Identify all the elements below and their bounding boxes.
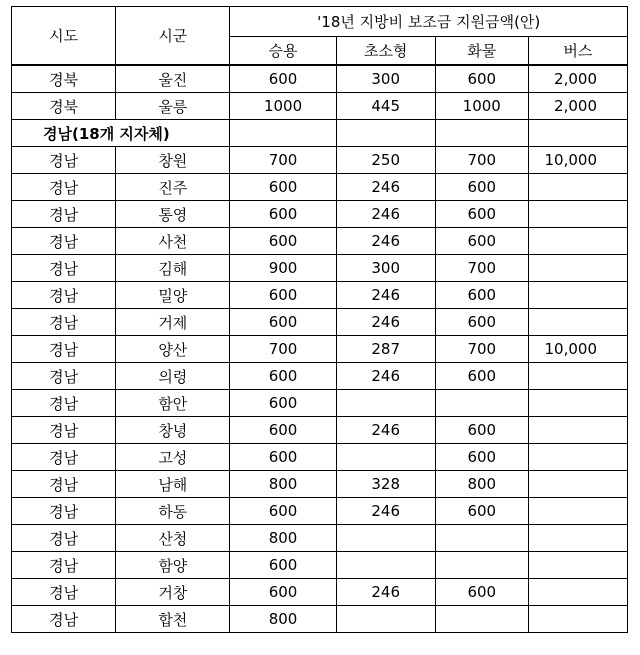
table-row <box>12 93 628 120</box>
cell-bus <box>528 498 627 525</box>
cell-small: 246 <box>336 579 435 606</box>
subsidy-table <box>11 6 628 633</box>
table-row <box>12 471 628 498</box>
cell-bus <box>528 282 627 309</box>
table-row <box>12 552 628 579</box>
table-row <box>12 498 628 525</box>
table-row <box>12 282 628 309</box>
header-sido: 시도 <box>12 7 116 66</box>
cell-truck <box>435 552 528 579</box>
cell-bus <box>528 390 627 417</box>
table-row <box>12 417 628 444</box>
table-row <box>12 228 628 255</box>
cell-bus <box>528 201 627 228</box>
cell-sido: 경남 <box>12 498 116 525</box>
cell-small: 300 <box>336 255 435 282</box>
cell-sigun: 의령 <box>116 363 230 390</box>
table-row <box>12 444 628 471</box>
cell-sido: 경남 <box>12 417 116 444</box>
cell-truck: 600 <box>435 228 528 255</box>
cell-passenger: 900 <box>230 255 336 282</box>
cell-passenger: 1000 <box>230 93 336 120</box>
cell-small <box>336 606 435 633</box>
cell-truck: 600 <box>435 309 528 336</box>
header-sigun: 시군 <box>116 7 230 66</box>
empty-cell <box>528 120 627 147</box>
table-row <box>12 255 628 282</box>
table-row <box>12 174 628 201</box>
cell-truck: 700 <box>435 255 528 282</box>
table-row <box>12 525 628 552</box>
cell-passenger: 800 <box>230 471 336 498</box>
cell-truck: 600 <box>435 282 528 309</box>
cell-sido: 경북 <box>12 93 116 120</box>
cell-sigun: 하동 <box>116 498 230 525</box>
cell-passenger: 600 <box>230 228 336 255</box>
table-row <box>12 606 628 633</box>
cell-sigun: 함양 <box>116 552 230 579</box>
cell-sigun: 거제 <box>116 309 230 336</box>
cell-sigun: 사천 <box>116 228 230 255</box>
cell-small: 287 <box>336 336 435 363</box>
cell-bus: 10,000 <box>528 147 627 174</box>
cell-passenger: 600 <box>230 282 336 309</box>
cell-passenger: 700 <box>230 147 336 174</box>
cell-small: 246 <box>336 498 435 525</box>
cell-sigun: 양산 <box>116 336 230 363</box>
group-label: 경남(18개 지자체) <box>12 120 230 147</box>
cell-sido: 경남 <box>12 471 116 498</box>
cell-small <box>336 390 435 417</box>
cell-truck: 600 <box>435 201 528 228</box>
cell-small: 246 <box>336 363 435 390</box>
cell-small: 250 <box>336 147 435 174</box>
cell-sigun: 울릉 <box>116 93 230 120</box>
cell-sigun: 고성 <box>116 444 230 471</box>
cell-bus: 10,000 <box>528 336 627 363</box>
cell-sido: 경남 <box>12 309 116 336</box>
empty-cell <box>230 120 336 147</box>
cell-truck: 700 <box>435 336 528 363</box>
cell-passenger: 600 <box>230 390 336 417</box>
cell-truck <box>435 390 528 417</box>
cell-bus <box>528 471 627 498</box>
cell-passenger: 600 <box>230 201 336 228</box>
cell-bus <box>528 444 627 471</box>
cell-passenger: 700 <box>230 336 336 363</box>
cell-sido: 경남 <box>12 174 116 201</box>
cell-sido: 경남 <box>12 363 116 390</box>
cell-passenger: 600 <box>230 552 336 579</box>
cell-small <box>336 444 435 471</box>
cell-passenger: 800 <box>230 606 336 633</box>
cell-bus <box>528 309 627 336</box>
cell-bus <box>528 174 627 201</box>
cell-sigun: 산청 <box>116 525 230 552</box>
cell-bus: 2,000 <box>528 93 627 120</box>
cell-sigun: 울진 <box>116 65 230 93</box>
cell-sigun: 창녕 <box>116 417 230 444</box>
empty-cell <box>336 120 435 147</box>
cell-truck: 600 <box>435 498 528 525</box>
cell-truck: 700 <box>435 147 528 174</box>
table-row <box>12 201 628 228</box>
empty-cell <box>435 120 528 147</box>
cell-sigun: 밀양 <box>116 282 230 309</box>
header-small: 초소형 <box>336 37 435 66</box>
cell-sigun: 창원 <box>116 147 230 174</box>
table-row <box>12 363 628 390</box>
cell-sido: 경남 <box>12 255 116 282</box>
cell-sigun: 진주 <box>116 174 230 201</box>
cell-passenger: 600 <box>230 417 336 444</box>
cell-passenger: 600 <box>230 309 336 336</box>
cell-small <box>336 552 435 579</box>
cell-truck <box>435 525 528 552</box>
cell-sigun: 통영 <box>116 201 230 228</box>
cell-bus: 2,000 <box>528 65 627 93</box>
cell-bus <box>528 255 627 282</box>
cell-truck: 600 <box>435 174 528 201</box>
cell-bus <box>528 363 627 390</box>
header-passenger: 승용 <box>230 37 336 66</box>
cell-small: 246 <box>336 282 435 309</box>
table-row <box>12 390 628 417</box>
cell-bus <box>528 606 627 633</box>
cell-passenger: 600 <box>230 174 336 201</box>
cell-small: 328 <box>336 471 435 498</box>
cell-sido: 경남 <box>12 606 116 633</box>
cell-sido: 경남 <box>12 552 116 579</box>
cell-sido: 경남 <box>12 201 116 228</box>
cell-small: 246 <box>336 417 435 444</box>
cell-sigun: 남해 <box>116 471 230 498</box>
cell-bus <box>528 417 627 444</box>
cell-truck: 800 <box>435 471 528 498</box>
cell-small: 445 <box>336 93 435 120</box>
group-row <box>12 120 628 147</box>
cell-sigun: 함안 <box>116 390 230 417</box>
cell-small: 246 <box>336 309 435 336</box>
cell-sido: 경남 <box>12 525 116 552</box>
header-bus: 버스 <box>528 37 627 66</box>
cell-small <box>336 525 435 552</box>
cell-truck: 600 <box>435 417 528 444</box>
cell-small: 300 <box>336 65 435 93</box>
cell-passenger: 800 <box>230 525 336 552</box>
cell-truck: 600 <box>435 579 528 606</box>
cell-truck: 600 <box>435 444 528 471</box>
header-subsidy-title: '18년 지방비 보조금 지원금액(안) <box>230 7 628 37</box>
cell-sido: 경남 <box>12 390 116 417</box>
cell-small: 246 <box>336 201 435 228</box>
cell-passenger: 600 <box>230 498 336 525</box>
cell-bus <box>528 525 627 552</box>
cell-sido: 경남 <box>12 282 116 309</box>
cell-sido: 경남 <box>12 336 116 363</box>
table-row <box>12 147 628 174</box>
table-row <box>12 65 628 93</box>
table-row <box>12 336 628 363</box>
cell-truck: 600 <box>435 363 528 390</box>
cell-bus <box>528 579 627 606</box>
cell-sigun: 합천 <box>116 606 230 633</box>
cell-passenger: 600 <box>230 444 336 471</box>
header-row-1 <box>12 7 628 37</box>
header-truck: 화물 <box>435 37 528 66</box>
cell-sido: 경남 <box>12 579 116 606</box>
cell-sido: 경남 <box>12 147 116 174</box>
cell-truck <box>435 606 528 633</box>
table-row <box>12 579 628 606</box>
cell-sido: 경북 <box>12 65 116 93</box>
cell-sido: 경남 <box>12 444 116 471</box>
cell-small: 246 <box>336 228 435 255</box>
table-row <box>12 309 628 336</box>
cell-bus <box>528 552 627 579</box>
cell-sido: 경남 <box>12 228 116 255</box>
cell-truck: 1000 <box>435 93 528 120</box>
cell-truck: 600 <box>435 65 528 93</box>
cell-passenger: 600 <box>230 65 336 93</box>
cell-small: 246 <box>336 174 435 201</box>
cell-passenger: 600 <box>230 579 336 606</box>
cell-sigun: 거창 <box>116 579 230 606</box>
cell-bus <box>528 228 627 255</box>
cell-sigun: 김해 <box>116 255 230 282</box>
cell-passenger: 600 <box>230 363 336 390</box>
